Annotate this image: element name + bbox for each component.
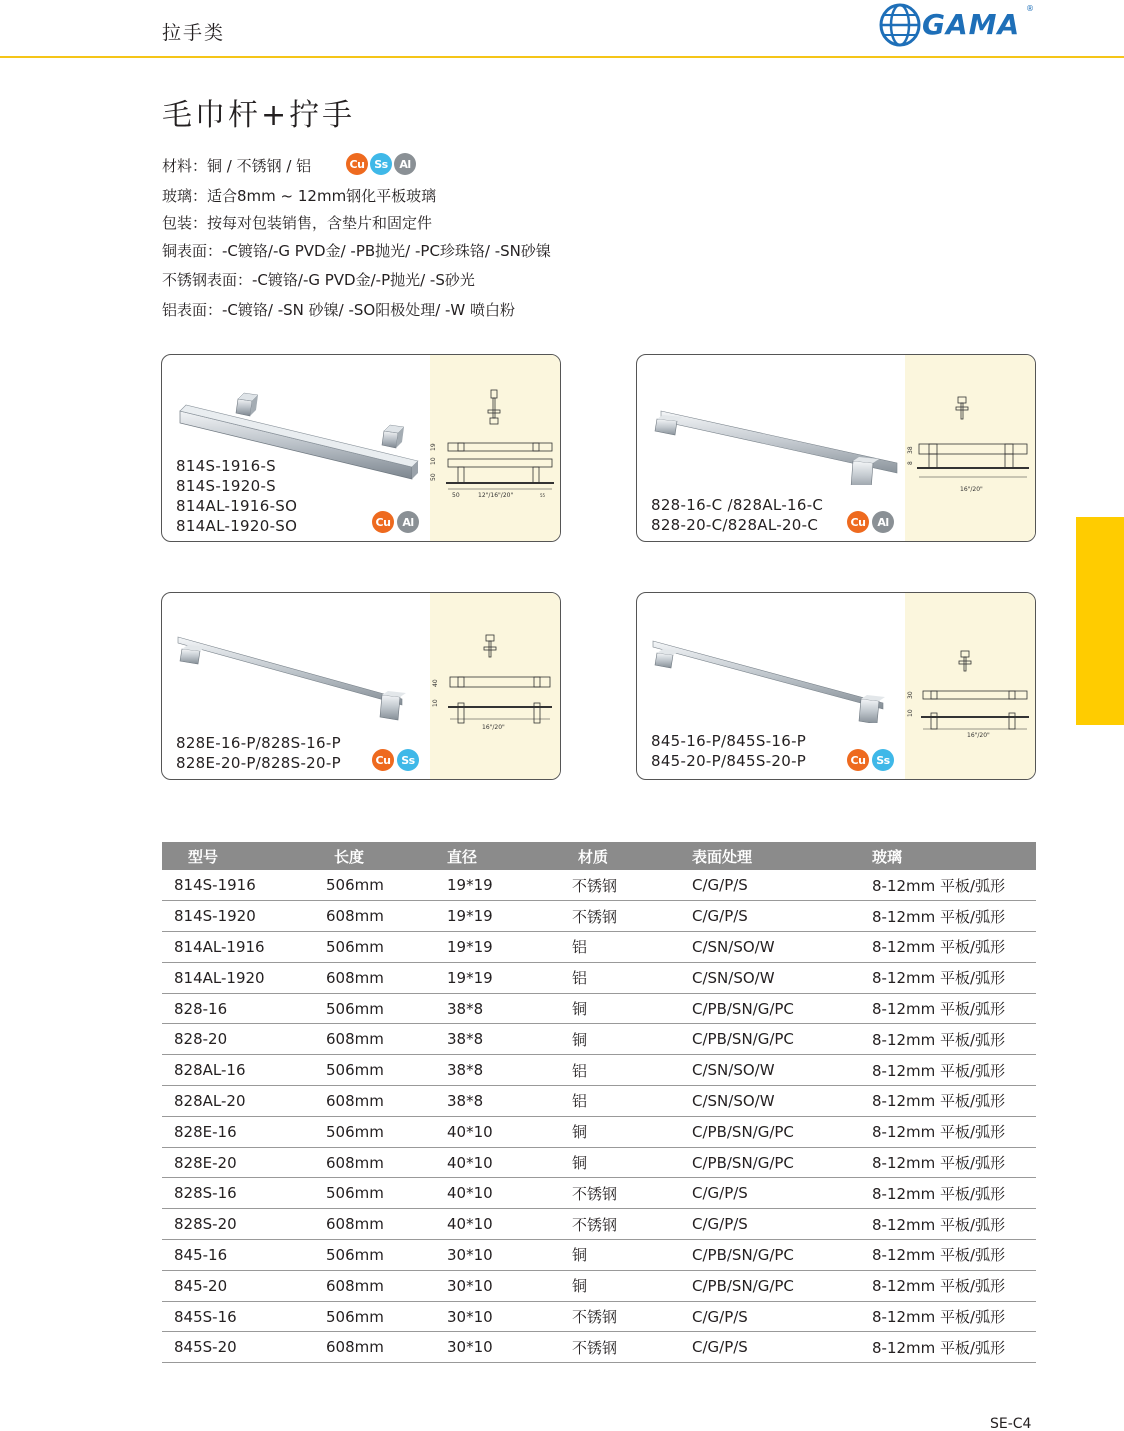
table-row: [162, 1240, 1036, 1271]
model-number: 828E-16-P/828S-16-P: [176, 734, 341, 752]
cell-material: 不锈钢: [572, 870, 692, 901]
cell-model: 845S-16: [162, 1301, 322, 1332]
product-card-814: [161, 354, 561, 542]
cell-material: 铜: [572, 1240, 692, 1271]
header-divider: [0, 56, 1124, 58]
dim-label: 12"/16"/20": [478, 492, 514, 499]
brand-logo: [878, 2, 1038, 48]
dim-label: 38: [907, 446, 914, 454]
stainless-badge: Ss: [397, 749, 419, 771]
cell-finish: C/G/P/S: [692, 1209, 872, 1240]
column-header-material: 材质: [572, 842, 692, 870]
cell-finish: C/PB/SN/G/PC: [692, 1270, 872, 1301]
cell-model: 828AL-20: [162, 1086, 322, 1117]
table-row: [162, 901, 1036, 932]
model-number: 828-20-C/828AL-20-C: [651, 516, 819, 534]
table-header-row: [162, 842, 1036, 870]
copper-badge: Cu: [372, 749, 394, 771]
model-number: 828E-20-P/828S-20-P: [176, 754, 341, 772]
cell-diameter: 30*10: [447, 1270, 572, 1301]
technical-drawing-828e: [430, 593, 560, 780]
cell-length: 506mm: [322, 1116, 447, 1147]
cell-model: 845-16: [162, 1240, 322, 1271]
cell-length: 608mm: [322, 901, 447, 932]
cell-diameter: 30*10: [447, 1301, 572, 1332]
cell-material: 铜: [572, 1147, 692, 1178]
material-badges: [346, 153, 416, 175]
table-row: [162, 1178, 1036, 1209]
table-row: [162, 993, 1036, 1024]
table-row: [162, 870, 1036, 901]
cell-glass: 8-12mm 平板/弧形: [872, 932, 1036, 963]
cell-diameter: 19*19: [447, 932, 572, 963]
cell-length: 506mm: [322, 932, 447, 963]
product-card-828e: [161, 592, 561, 780]
cell-material: 铝: [572, 1055, 692, 1086]
cell-finish: C/PB/SN/G/PC: [692, 1116, 872, 1147]
cell-glass: 8-12mm 平板/弧形: [872, 901, 1036, 932]
technical-drawing-828: [905, 355, 1035, 542]
spec-copper-finish: 铜表面：-C镀铬/-G PVD金/ -PB抛光/ -PC珍珠铬/ -SN砂镍: [162, 242, 551, 260]
cell-length: 506mm: [322, 1178, 447, 1209]
product-card-828: [636, 354, 1036, 542]
cell-model: 828E-16: [162, 1116, 322, 1147]
technical-drawing-845: [905, 593, 1035, 780]
cell-diameter: 38*8: [447, 1086, 572, 1117]
cell-length: 506mm: [322, 870, 447, 901]
dim-label: 10: [432, 699, 439, 707]
spec-material: 材料：铜 / 不锈钢 / 铝: [162, 157, 312, 175]
registered-mark: ®: [1026, 4, 1034, 13]
cell-material: 不锈钢: [572, 1301, 692, 1332]
material-badges: [847, 511, 894, 533]
model-number: 814S-1920-S: [176, 477, 276, 495]
cell-material: 不锈钢: [572, 1209, 692, 1240]
cell-material: 铜: [572, 1116, 692, 1147]
model-list: [651, 731, 806, 771]
cell-glass: 8-12mm 平板/弧形: [872, 1178, 1036, 1209]
model-list: [176, 456, 297, 536]
cell-finish: C/G/P/S: [692, 1332, 872, 1363]
page-title: 毛巾杆+拧手: [162, 98, 356, 133]
cell-model: 814AL-1916: [162, 932, 322, 963]
cell-finish: C/SN/SO/W: [692, 962, 872, 993]
cell-model: 845-20: [162, 1270, 322, 1301]
spec-glass: 玻璃：适合8mm ~ 12mm钢化平板玻璃: [162, 187, 437, 205]
product-photo-845: [647, 613, 907, 723]
cell-glass: 8-12mm 平板/弧形: [872, 1024, 1036, 1055]
dim-label: 30: [907, 691, 914, 699]
cell-material: 铜: [572, 1024, 692, 1055]
cell-finish: C/G/P/S: [692, 1178, 872, 1209]
cell-finish: C/PB/SN/G/PC: [692, 1147, 872, 1178]
model-list: [651, 495, 823, 535]
model-number: 828-16-C /828AL-16-C: [651, 496, 824, 514]
cell-diameter: 38*8: [447, 993, 572, 1024]
cell-material: 铜: [572, 1270, 692, 1301]
cell-model: 828-20: [162, 1024, 322, 1055]
cell-diameter: 19*19: [447, 870, 572, 901]
cell-length: 608mm: [322, 1332, 447, 1363]
aluminum-badge: Al: [394, 153, 416, 175]
dim-label: 16"/20": [960, 486, 983, 493]
table-row: [162, 1086, 1036, 1117]
cell-diameter: 19*19: [447, 962, 572, 993]
dim-label: 50: [430, 473, 437, 481]
cell-diameter: 40*10: [447, 1116, 572, 1147]
cell-model: 828S-16: [162, 1178, 322, 1209]
dim-label: 16"/20": [967, 732, 990, 739]
cell-finish: C/PB/SN/G/PC: [692, 1024, 872, 1055]
model-number: 845-16-P/845S-16-P: [651, 732, 807, 750]
cell-length: 608mm: [322, 1024, 447, 1055]
cell-model: 814S-1916: [162, 870, 322, 901]
table-row: [162, 1270, 1036, 1301]
cell-finish: C/G/P/S: [692, 870, 872, 901]
cell-finish: C/G/P/S: [692, 901, 872, 932]
cell-glass: 8-12mm 平板/弧形: [872, 1240, 1036, 1271]
dim-label: 55: [540, 493, 546, 498]
cell-glass: 8-12mm 平板/弧形: [872, 1116, 1036, 1147]
cell-model: 845S-20: [162, 1332, 322, 1363]
dim-label: 40: [432, 679, 439, 687]
cell-material: 铝: [572, 962, 692, 993]
column-header-finish: 表面处理: [692, 842, 872, 870]
dim-label: 10: [430, 457, 437, 465]
cell-model: 828AL-16: [162, 1055, 322, 1086]
cell-length: 506mm: [322, 1240, 447, 1271]
cell-material: 铝: [572, 1086, 692, 1117]
technical-drawing-814: [430, 355, 560, 542]
cell-glass: 8-12mm 平板/弧形: [872, 870, 1036, 901]
material-badges: [847, 749, 894, 771]
cell-glass: 8-12mm 平板/弧形: [872, 993, 1036, 1024]
cell-glass: 8-12mm 平板/弧形: [872, 962, 1036, 993]
stainless-badge: Ss: [872, 749, 894, 771]
section-title: 拉手类: [162, 22, 226, 44]
cell-diameter: 38*8: [447, 1055, 572, 1086]
cell-glass: 8-12mm 平板/弧形: [872, 1086, 1036, 1117]
cell-model: 828E-20: [162, 1147, 322, 1178]
cell-length: 608mm: [322, 1086, 447, 1117]
cell-material: 不锈钢: [572, 1178, 692, 1209]
cell-diameter: 38*8: [447, 1024, 572, 1055]
cell-model: 828-16: [162, 993, 322, 1024]
cell-finish: C/PB/SN/G/PC: [692, 993, 872, 1024]
cell-model: 814S-1920: [162, 901, 322, 932]
cell-diameter: 30*10: [447, 1240, 572, 1271]
column-header-model: 型号: [162, 842, 322, 870]
table-row: [162, 1209, 1036, 1240]
cell-glass: 8-12mm 平板/弧形: [872, 1270, 1036, 1301]
table-row: [162, 1116, 1036, 1147]
spec-aluminum-finish: 铝表面：-C镀铬/ -SN 砂镍/ -SO阳极处理/ -W 喷白粉: [162, 301, 516, 319]
cell-length: 608mm: [322, 962, 447, 993]
table-row: [162, 962, 1036, 993]
cell-glass: 8-12mm 平板/弧形: [872, 1209, 1036, 1240]
cell-finish: C/SN/SO/W: [692, 1055, 872, 1086]
product-photo-828: [647, 375, 907, 485]
cell-material: 不锈钢: [572, 901, 692, 932]
cell-glass: 8-12mm 平板/弧形: [872, 1301, 1036, 1332]
cell-finish: C/SN/SO/W: [692, 932, 872, 963]
aluminum-badge: Al: [397, 511, 419, 533]
cell-glass: 8-12mm 平板/弧形: [872, 1332, 1036, 1363]
cell-diameter: 40*10: [447, 1209, 572, 1240]
cell-model: 814AL-1920: [162, 962, 322, 993]
table-body: [162, 870, 1036, 1363]
cell-length: 608mm: [322, 1270, 447, 1301]
table-row: [162, 1055, 1036, 1086]
copper-badge: Cu: [372, 511, 394, 533]
cell-finish: C/SN/SO/W: [692, 1086, 872, 1117]
cell-length: 608mm: [322, 1147, 447, 1178]
column-header-diameter: 直径: [447, 842, 572, 870]
material-badges: [372, 749, 419, 771]
column-header-glass: 玻璃: [872, 842, 1036, 870]
stainless-badge: Ss: [370, 153, 392, 175]
cell-length: 506mm: [322, 1301, 447, 1332]
cell-finish: C/PB/SN/G/PC: [692, 1240, 872, 1271]
dim-label: 8: [907, 461, 914, 465]
cell-diameter: 19*19: [447, 901, 572, 932]
aluminum-badge: Al: [872, 511, 894, 533]
cell-model: 828S-20: [162, 1209, 322, 1240]
cell-glass: 8-12mm 平板/弧形: [872, 1147, 1036, 1178]
cell-material: 铜: [572, 993, 692, 1024]
globe-icon: [878, 2, 922, 48]
copper-badge: Cu: [847, 511, 869, 533]
logo-text: GAMA: [922, 8, 1021, 41]
model-list: [176, 733, 341, 773]
spec-stainless-finish: 不锈钢表面：-C镀铬/-G PVD金/-P抛光/ -S砂光: [162, 271, 475, 289]
model-number: 845-20-P/845S-20-P: [651, 752, 807, 770]
product-photo-828e: [172, 613, 432, 723]
table-row: [162, 932, 1036, 963]
table-row: [162, 1301, 1036, 1332]
cell-diameter: 40*10: [447, 1178, 572, 1209]
cell-length: 608mm: [322, 1209, 447, 1240]
cell-material: 不锈钢: [572, 1332, 692, 1363]
cell-length: 506mm: [322, 1055, 447, 1086]
model-number: 814S-1916-S: [176, 457, 276, 475]
cell-material: 铝: [572, 932, 692, 963]
cell-length: 506mm: [322, 993, 447, 1024]
spec-table: [162, 842, 1036, 1363]
cell-diameter: 30*10: [447, 1332, 572, 1363]
copper-badge: Cu: [346, 153, 368, 175]
table-row: [162, 1332, 1036, 1363]
cell-diameter: 40*10: [447, 1147, 572, 1178]
column-header-length: 长度: [322, 842, 447, 870]
table-row: [162, 1147, 1036, 1178]
dim-label: 19: [430, 443, 437, 451]
material-badges: [372, 511, 419, 533]
product-card-845: [636, 592, 1036, 780]
copper-badge: Cu: [847, 749, 869, 771]
cell-finish: C/G/P/S: [692, 1301, 872, 1332]
model-number: 814AL-1916-SO: [176, 497, 298, 515]
dim-label: 16"/20": [482, 724, 505, 731]
dim-label: 10: [907, 709, 914, 717]
dim-label: 50: [452, 492, 460, 499]
page-number: SE-C4: [990, 1416, 1032, 1431]
model-number: 814AL-1920-SO: [176, 517, 298, 535]
section-tab: [1076, 517, 1124, 725]
cell-glass: 8-12mm 平板/弧形: [872, 1055, 1036, 1086]
table-row: [162, 1024, 1036, 1055]
spec-packaging: 包装：按每对包装销售，含垫片和固定件: [162, 214, 433, 232]
